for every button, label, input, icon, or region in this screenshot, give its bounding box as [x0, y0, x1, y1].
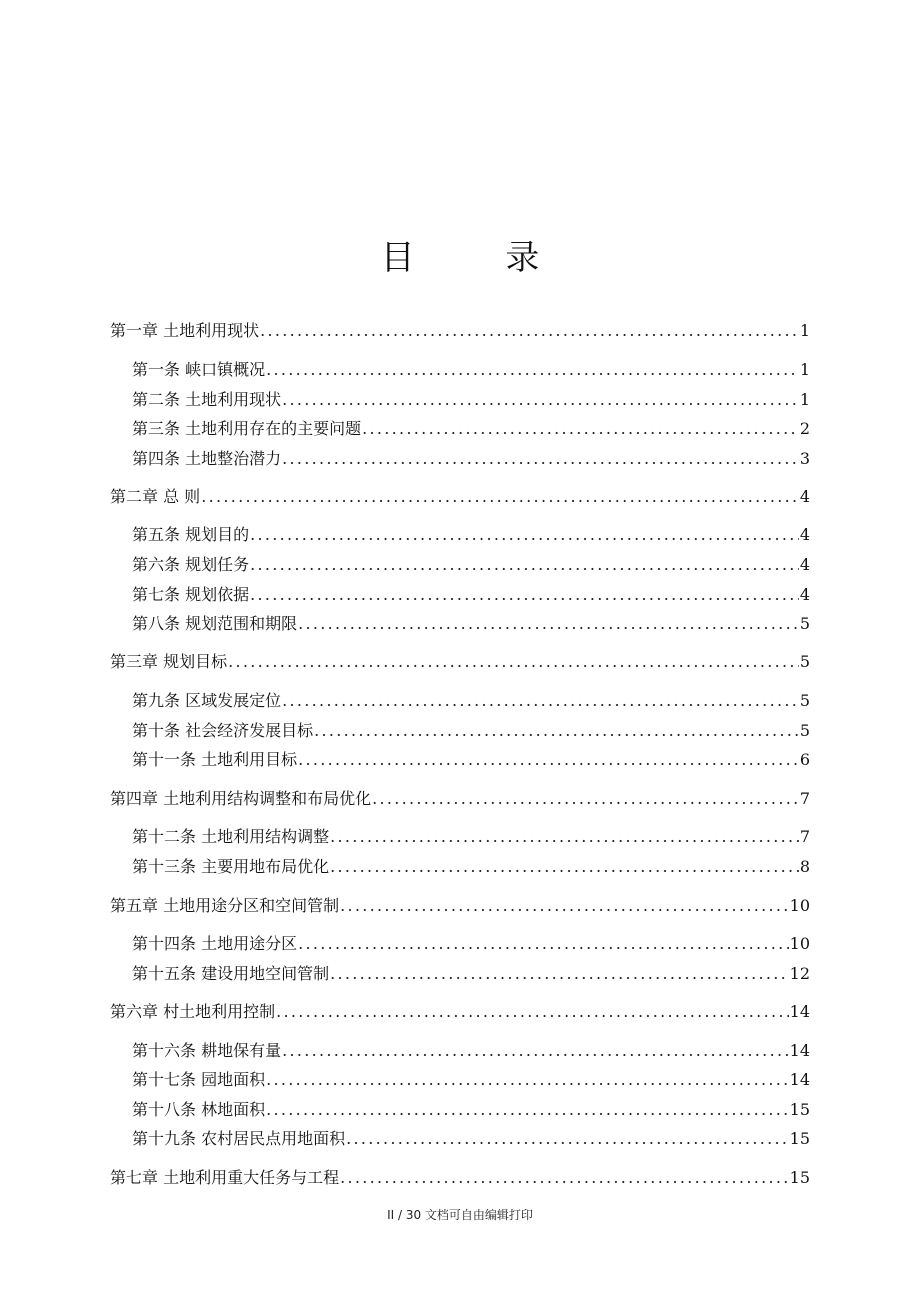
- toc-entry-label: 第五章 土地用途分区和空间管制: [110, 896, 340, 915]
- toc-entry-page: 6: [799, 750, 810, 769]
- toc-dot-leader: [250, 553, 799, 577]
- toc-entry-page: 1: [799, 390, 810, 409]
- toc-entry-page: 14: [789, 1002, 810, 1021]
- toc-entry-article-12[interactable]: [132, 825, 810, 849]
- toc-entry-page: 7: [799, 827, 810, 846]
- toc-entry-label: 第七条 规划依据: [132, 585, 250, 604]
- toc-entry-page: 15: [789, 1100, 810, 1119]
- toc-entry-label: 第二条 土地利用现状: [132, 390, 282, 409]
- toc-entry-article-13[interactable]: [132, 855, 810, 879]
- toc-entry-label: 第三章 规划目标: [110, 652, 228, 671]
- toc-entry-label: 第一条 峡口镇概况: [132, 360, 266, 379]
- toc-dot-leader: [346, 1127, 789, 1151]
- toc-dot-leader: [314, 719, 799, 743]
- toc-entry-label: 第十六条 耕地保有量: [132, 1041, 282, 1060]
- toc-entry-label: 第十二条 土地利用结构调整: [132, 827, 330, 846]
- toc-entry-label: 第十条 社会经济发展目标: [132, 721, 314, 740]
- toc-entry-chapter-4[interactable]: [110, 787, 810, 811]
- toc-entry-label: 第四章 土地利用结构调整和布局优化: [110, 789, 372, 808]
- toc-dot-leader: [201, 485, 799, 509]
- toc-entry-article-15[interactable]: [132, 962, 810, 986]
- toc-dot-leader: [282, 1039, 789, 1063]
- toc-entry-label: 第三条 土地利用存在的主要问题: [132, 419, 362, 438]
- toc-entry-page: 3: [799, 449, 810, 468]
- toc-entry-article-17[interactable]: [132, 1068, 810, 1092]
- toc-entry-label: 第七章 土地利用重大任务与工程: [110, 1168, 340, 1187]
- toc-entry-page: 4: [799, 525, 810, 544]
- page-title: 目 录: [380, 238, 580, 278]
- toc-entry-label: 第八条 规划范围和期限: [132, 614, 298, 633]
- toc-entry-article-7[interactable]: [132, 583, 810, 607]
- toc-entry-page: 4: [799, 585, 810, 604]
- toc-entry-article-8[interactable]: [132, 612, 810, 636]
- toc-entry-label: 第五条 规划目的: [132, 525, 250, 544]
- toc-dot-leader: [330, 855, 799, 879]
- toc-entry-page: 14: [789, 1070, 810, 1089]
- toc-entry-page: 5: [799, 652, 810, 671]
- toc-dot-leader: [276, 1000, 789, 1024]
- toc-dot-leader: [282, 388, 799, 412]
- toc-entry-page: 7: [799, 789, 810, 808]
- toc-entry-article-14[interactable]: [132, 932, 810, 956]
- toc-entry-page: 5: [799, 721, 810, 740]
- toc-entry-article-2[interactable]: [132, 388, 810, 412]
- toc-entry-article-6[interactable]: [132, 553, 810, 577]
- toc-entry-page: 1: [799, 321, 810, 340]
- toc-entry-page: 12: [789, 964, 810, 983]
- toc-entry-article-4[interactable]: [132, 447, 810, 471]
- toc-entry-article-5[interactable]: [132, 523, 810, 547]
- toc-entry-label: 第六章 村土地利用控制: [110, 1002, 276, 1021]
- toc-entry-page: 4: [799, 487, 810, 506]
- toc-entry-article-11[interactable]: [132, 748, 810, 772]
- toc-dot-leader: [266, 1068, 789, 1092]
- toc-entry-page: 8: [799, 857, 810, 876]
- toc-entry-page: 14: [789, 1041, 810, 1060]
- toc-entry-label: 第十八条 林地面积: [132, 1100, 266, 1119]
- toc-entry-label: 第十一条 土地利用目标: [132, 750, 298, 769]
- toc-entry-chapter-5[interactable]: [110, 894, 810, 918]
- toc-dot-leader: [282, 447, 799, 471]
- toc-entry-article-10[interactable]: [132, 719, 810, 743]
- toc-entry-label: 第九条 区域发展定位: [132, 691, 282, 710]
- toc-dot-leader: [298, 748, 799, 772]
- toc-entry-label: 第十五条 建设用地空间管制: [132, 964, 330, 983]
- toc-dot-leader: [228, 650, 799, 674]
- toc-entry-label: 第二章 总 则: [110, 487, 201, 506]
- toc-entry-page: 10: [789, 896, 810, 915]
- toc-entry-chapter-7[interactable]: [110, 1166, 810, 1190]
- toc-entry-label: 第四条 土地整治潜力: [132, 449, 282, 468]
- toc-entry-label: 第十九条 农村居民点用地面积: [132, 1129, 346, 1148]
- toc-dot-leader: [282, 689, 799, 713]
- toc-dot-leader: [266, 358, 799, 382]
- toc-dot-leader: [250, 583, 799, 607]
- toc-entry-label: 第一章 土地利用现状: [110, 321, 260, 340]
- toc-dot-leader: [260, 319, 799, 343]
- toc-entry-label: 第十三条 主要用地布局优化: [132, 857, 330, 876]
- toc-dot-leader: [340, 1166, 789, 1190]
- toc-entry-page: 2: [799, 419, 810, 438]
- toc-dot-leader: [340, 894, 789, 918]
- toc-dot-leader: [298, 932, 789, 956]
- toc-dot-leader: [330, 962, 789, 986]
- toc-entry-page: 10: [789, 934, 810, 953]
- toc-entry-article-9[interactable]: [132, 689, 810, 713]
- toc-entry-article-1[interactable]: [132, 358, 810, 382]
- toc-entry-article-16[interactable]: [132, 1039, 810, 1063]
- toc-dot-leader: [298, 612, 799, 636]
- toc-dot-leader: [330, 825, 799, 849]
- toc-entry-page: 15: [789, 1129, 810, 1148]
- toc-entry-chapter-1[interactable]: [110, 319, 810, 343]
- toc-entry-chapter-3[interactable]: [110, 650, 810, 674]
- toc-entry-page: 1: [799, 360, 810, 379]
- toc-entry-page: 5: [799, 614, 810, 633]
- toc-entry-page: 4: [799, 555, 810, 574]
- toc-entry-article-19[interactable]: [132, 1127, 810, 1151]
- toc-dot-leader: [372, 787, 799, 811]
- toc-entry-page: 15: [789, 1168, 810, 1187]
- page-footer: II / 30 文档可自由编辑打印: [387, 1208, 533, 1222]
- toc-dot-leader: [362, 417, 799, 441]
- toc-entry-chapter-6[interactable]: [110, 1000, 810, 1024]
- toc-entry-label: 第十四条 土地用途分区: [132, 934, 298, 953]
- toc-entry-label: 第六条 规划任务: [132, 555, 250, 574]
- toc-entry-article-18[interactable]: [132, 1098, 810, 1122]
- toc-entry-label: 第十七条 园地面积: [132, 1070, 266, 1089]
- toc-dot-leader: [266, 1098, 789, 1122]
- toc-entry-article-3[interactable]: [132, 417, 810, 441]
- toc-entry-chapter-2[interactable]: [110, 485, 810, 509]
- toc-dot-leader: [250, 523, 799, 547]
- toc-entry-page: 5: [799, 691, 810, 710]
